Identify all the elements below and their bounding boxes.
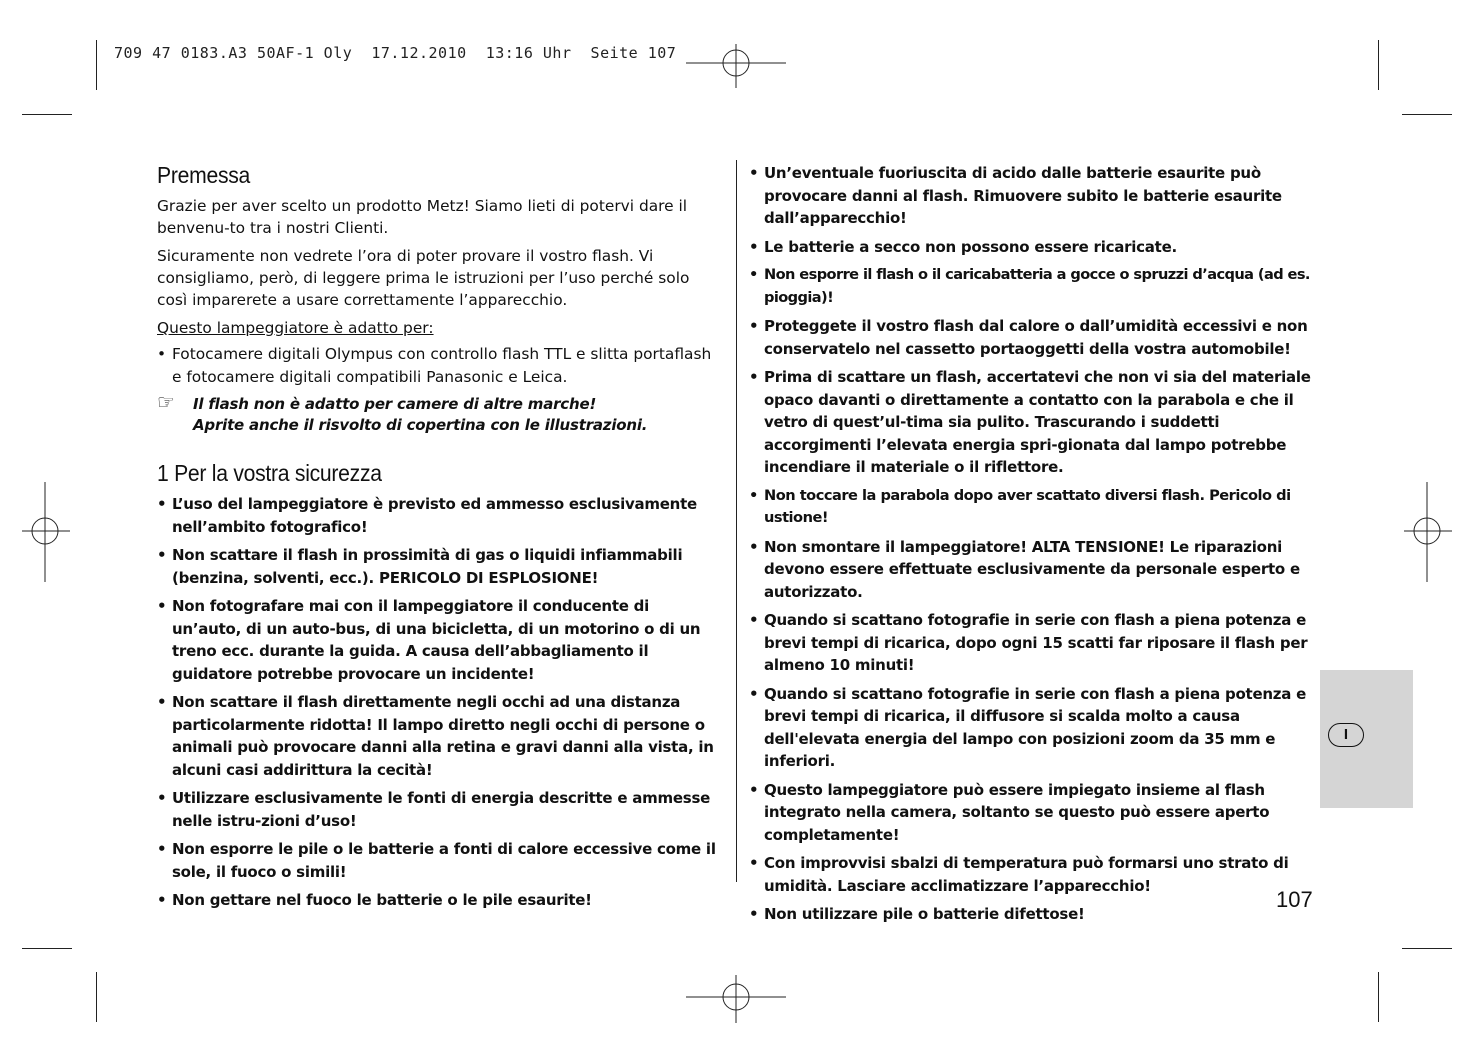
note-line: Il flash non è adatto per camere di altre marche! [193, 395, 597, 413]
right-column [749, 162, 1319, 932]
list-item: • Utilizzare esclusivamente le fonti di energia descritte e ammesse nelle istru-zioni d’uso! [157, 787, 723, 832]
note [157, 390, 723, 436]
list-item: • L’uso del lampeggiatore è previsto ed ammesso esclusivamente nell’ambito fotografico! [157, 493, 723, 538]
advice-paragraph: Sicuramente non vedrete l’ora di poter provare il vostro flash. Vi consigliamo, però, di leggere prima le istruzioni per l’uso perché solo così imparerete a usare correttamente l’apparecchio. [157, 247, 690, 309]
page-number: 107 [1276, 887, 1313, 912]
crop-mark [22, 114, 72, 115]
note-line: Aprite anche il risvolto di copertina con le illustrazioni. [193, 416, 648, 434]
list-item: • Un’eventuale fuoriuscita di acido dalle batterie esaurite può provocare danni al flash. Rimuovere subito le batterie esaurite dall’apparecchio! [749, 162, 1319, 230]
list-item: • Non utilizzare pile o batterie difettose! [749, 903, 1319, 926]
crop-mark [1378, 40, 1379, 90]
list-item: • Non gettare nel fuoco le batterie o le pile esaurite! [157, 889, 723, 912]
safety-heading: 1 Per la vostra sicurezza [157, 460, 382, 486]
premessa-heading: Premessa [157, 162, 251, 188]
crop-mark [96, 40, 97, 90]
language-tab-label: I [1328, 723, 1364, 747]
list-item: • Quando si scattano fotografie in serie con flash a piena potenza e brevi tempi di ricarica, il diffusore si scalda molto a causa dell'elevata energia del lampo con posizioni zoom da 35 mm e inferiori. [749, 683, 1319, 773]
print-slug: 709 47 0183.A3 50AF-1 Oly 17.12.2010 13:16 Uhr Seite 107 [114, 44, 677, 62]
crop-mark [1402, 948, 1452, 949]
crop-mark [1402, 114, 1452, 115]
registration-mark-icon [686, 44, 786, 90]
intro-paragraph: Grazie per aver scelto un prodotto Metz! Siamo lieti di potervi dare il benvenu-to tra i nostri Clienti. [157, 197, 688, 237]
list-item: • Non esporre il flash o il caricabatteria a gocce o spruzzi d’acqua (ad es. pioggia)! [749, 264, 1319, 309]
suitable-list [157, 343, 723, 388]
pointing-hand-icon: ☞ [157, 390, 175, 414]
list-item: • Prima di scattare un flash, accertatevi che non vi sia del materiale opaco davanti o direttamente a contatto con la parabola e che il vetro di quest’ul-tima sia pulito. Trascurando i suddetti accorgimenti l’elevata energia spri-gionata dal lampo potrebbe incendiare il materiale o il riflettore. [749, 366, 1319, 479]
crop-mark [22, 948, 72, 949]
list-item: • Proteggete il vostro flash dal calore o dall’umidità eccessivi e non conservatelo nel cassetto portaoggetti della vostra automobile! [749, 315, 1319, 360]
column-divider [736, 160, 737, 882]
list-item: • Non scattare il flash direttamente negli occhi ad una distanza particolarmente ridotta! Il lampo diretto negli occhi di persone o animali può provocare danni alla retina e gravi danni alla vista, in alcuni casi addirittura la cecità! [157, 691, 723, 781]
list-item: • Non toccare la parabola dopo aver scattato diversi flash. Pericolo di ustione! [749, 485, 1319, 530]
registration-mark-icon [22, 482, 70, 582]
left-column [157, 162, 723, 918]
list-item: • Fotocamere digitali Olympus con controllo flash TTL e slitta portaflash e fotocamere digitali compatibili Panasonic e Leica. [157, 343, 723, 388]
list-item: • Non smontare il lampeggiatore! ALTA TENSIONE! Le riparazioni devono essere effettuate esclusivamente da personale esperto e autorizzato. [749, 536, 1319, 604]
crop-mark [96, 972, 97, 1022]
list-item: • Quando si scattano fotografie in serie con flash a piena potenza e brevi tempi di ricarica, dopo ogni 15 scatti far riposare il flash per almeno 10 minuti! [749, 609, 1319, 677]
registration-mark-icon [686, 975, 786, 1023]
suitable-label: Questo lampeggiatore è adatto per: [157, 319, 434, 337]
safety-list [157, 493, 723, 912]
list-item: • Non esporre le pile o le batterie a fonti di calore eccessive come il sole, il fuoco o simili! [157, 838, 723, 883]
list-item: • Non scattare il flash in prossimità di gas o liquidi infiammabili (benzina, solventi, ecc.). PERICOLO DI ESPLOSIONE! [157, 544, 723, 589]
crop-mark [1378, 972, 1379, 1022]
list-item: • Questo lampeggiatore può essere impiegato insieme al flash integrato nella camera, soltanto se questo può essere aperto completamente! [749, 779, 1319, 847]
list-item: • Con improvvisi sbalzi di temperatura può formarsi uno strato di umidità. Lasciare acclimatizzare l’apparecchio! [749, 852, 1319, 897]
registration-mark-icon [1404, 482, 1452, 582]
safety-list-continued [749, 162, 1319, 926]
list-item: • Non fotografare mai con il lampeggiatore il conducente di un’auto, di un auto-bus, di una bicicletta, di un motorino o di un treno ecc. durante la guida. A causa dell’abbagliamento il guidatore potrebbe provocare un incidente! [157, 595, 723, 685]
list-item: • Le batterie a secco non possono essere ricaricate. [749, 236, 1319, 259]
